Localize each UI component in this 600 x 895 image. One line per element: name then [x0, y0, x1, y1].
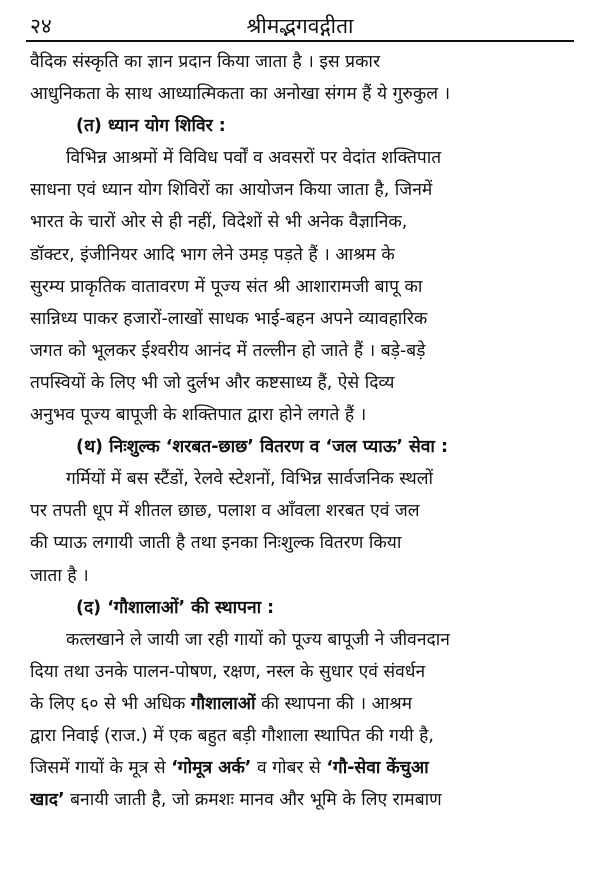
text-line: सान्निध्य पाकर हजारों-लाखों साधक भाई-बहन अपने व्यावहारिक: [30, 308, 428, 329]
bold-term-khad: खाद’: [30, 790, 65, 811]
text-run: व गोबर से: [251, 758, 327, 779]
text-line: दिया तथा उनके पालन-पोषण, रक्षण, नस्ल के सुधार एवं संवर्धन: [30, 661, 426, 682]
section-heading-sharbat-chhachh: (थ) निःशुल्क ‘शरबत-छाछ’ वितरण व ‘जल प्याऊ’ सेवा :: [76, 437, 448, 458]
text-run: की स्थापना की । आश्रम: [255, 693, 413, 714]
page-number: २४: [30, 14, 52, 38]
text-line: डॉक्टर, इंजीनियर आदि भाग लेने उमड़ पड़ते हैं । आश्रम के: [30, 244, 395, 265]
text-line: [30, 688, 570, 720]
text-line: वैदिक संस्कृति का ज्ञान प्रदान किया जाता है । इस प्रकार: [30, 52, 381, 72]
text-line: आधुनिकता के साथ आध्यात्मिकता का अनोखा संगम हैं ये गुरुकुल ।: [30, 84, 451, 105]
text-line: की प्याऊ लगायी जाती है तथा इनका निःशुल्क वितरण किया: [30, 533, 402, 554]
text-line: अनुभव पूज्य बापूजी के शक्तिपात द्वारा होने लगते हैं ।: [30, 405, 367, 426]
running-title: श्रीमद्भगवद्गीता: [246, 14, 354, 38]
text-line: जाता है ।: [30, 565, 89, 586]
text-run: के लिए ६० से भी अधिक: [30, 693, 191, 714]
body-text: [30, 46, 570, 816]
section-heading-gaushala: (द) ‘गौशालाओं’ की स्थापना :: [76, 597, 275, 618]
text-run: बनायी जाती है, जो क्रमशः मानव और भूमि के लिए रामबाण: [64, 790, 442, 811]
text-run: जिसमें गायों के मूत्र से: [30, 758, 172, 779]
text-line: जगत को भूलकर ईश्वरीय आनंद में तल्लीन हो जाते हैं । बड़े-बड़े: [30, 340, 426, 361]
text-line: कत्लखाने ले जायी जा रही गायों को पूज्य बापूजी ने जीवनदान: [66, 629, 450, 650]
text-line: [30, 752, 570, 784]
text-line: भारत के चारों ओर से ही नहीं, विदेशों से भी अनेक वैज्ञानिक,: [30, 212, 408, 233]
text-line: विभिन्न आश्रमों में विविध पर्वों व अवसरों पर वेदांत शक्तिपात: [66, 148, 442, 169]
bold-term-gomutra-ark: ‘गोमूत्र अर्क’: [171, 758, 252, 779]
text-line: सुरम्य प्राकृतिक वातावरण में पूज्य संत श्री आशारामजी बापू का: [30, 276, 423, 297]
section-heading-dhyan-yog-shivir: (त) ध्यान योग शिविर :: [76, 116, 226, 137]
text-line: तपस्वियों के लिए भी जो दुर्लभ और कष्टसाध्य हैं, ऐसे दिव्य: [30, 372, 395, 393]
bold-term-gau-seva-khad: ‘गौ-सेवा केंचुआ: [326, 758, 429, 779]
page-header: [26, 6, 574, 42]
text-line: पर तपती धूप में शीतल छाछ, पलाश व आँवला शरबत एवं जल: [30, 501, 420, 522]
text-line: [30, 784, 570, 816]
text-line: साधना एवं ध्यान योग शिविरों का आयोजन किया जाता है, जिनमें: [30, 180, 433, 201]
text-line: द्वारा निवाई (राज.) में एक बहुत बड़ी गौशाला स्थापित की गयी है,: [30, 725, 434, 746]
bold-term-gaushalaon: गौशालाओं: [190, 693, 256, 714]
text-line: गर्मियों में बस स्टैंडों, रेलवे स्टेशनों, विभिन्न सार्वजनिक स्थलों: [66, 469, 434, 490]
